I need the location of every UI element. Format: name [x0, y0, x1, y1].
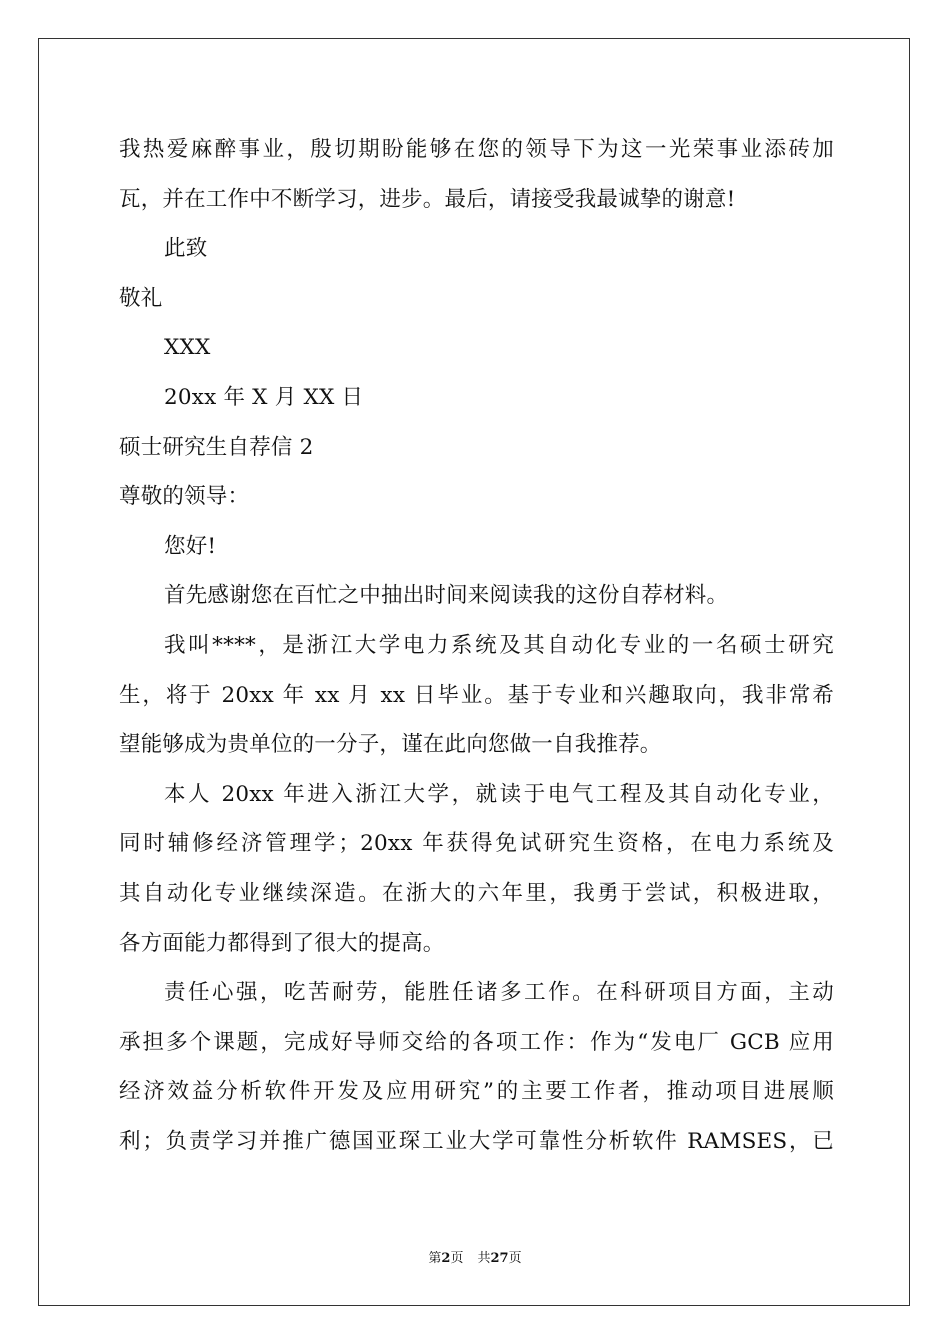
paragraph-line: 责任心强，吃苦耐劳，能胜任诸多工作。在科研项目方面，主动	[164, 980, 834, 1006]
page-footer	[0, 1247, 950, 1266]
signature-date: 20xx 年 X 月 XX 日	[164, 384, 364, 410]
paragraph-line: 承担多个课题，完成好导师交给的各项工作：作为“发电厂 GCB 应用	[119, 1029, 834, 1055]
paragraph-line: 我叫****，是浙江大学电力系统及其自动化专业的一名硕士研究	[164, 632, 834, 658]
salutation: 尊敬的领导：	[119, 484, 250, 510]
paragraph-line: 生，将于 20xx 年 xx 月 xx 日毕业。基于专业和兴趣取向，我非常希	[119, 682, 834, 708]
letter-title: 硕士研究生自荐信 2	[119, 434, 314, 460]
page-suffix: 页	[450, 1251, 464, 1266]
greeting: 您好!	[164, 533, 217, 559]
paragraph-line: 其自动化专业继续深造。在浙大的六年里，我勇于尝试，积极进取，	[119, 880, 834, 906]
paragraph-line: 我热爱麻醉事业，殷切期盼能够在您的领导下为这一光荣事业添砖加	[119, 137, 834, 162]
total-suffix: 页	[508, 1251, 522, 1266]
paragraph-line: 本人 20xx 年进入浙江大学，就读于电气工程及其自动化专业，	[164, 781, 834, 807]
closing-salute: 敬礼	[119, 285, 163, 311]
paragraph-line: 各方面能力都得到了很大的提高。	[119, 930, 445, 956]
page-number: 2	[441, 1251, 451, 1266]
paragraph-line: 利；负责学习并推广德国亚琛工业大学可靠性分析软件 RAMSES，已	[119, 1128, 834, 1154]
document-body	[119, 125, 834, 1166]
paragraph-line: 同时辅修经济管理学；20xx 年获得免试研究生资格，在电力系统及	[119, 831, 834, 857]
paragraph-line: 瓦，并在工作中不断学习，进步。最后，请接受我最诚挚的谢意!	[119, 186, 736, 212]
closing-phrase: 此致	[164, 236, 208, 262]
paragraph-line: 望能够成为贵单位的一分子，谨在此向您做一自我推荐。	[119, 732, 662, 758]
paragraph-line: 经济效益分析软件开发及应用研究”的主要工作者，推动项目进展顺	[119, 1079, 834, 1105]
total-pages: 27	[490, 1251, 509, 1266]
paragraph-line: 首先感谢您在百忙之中抽出时间来阅读我的这份自荐材料。	[164, 583, 729, 609]
total-prefix: 共	[477, 1251, 491, 1266]
page-prefix: 第	[428, 1251, 442, 1266]
signature-name: XXX	[164, 335, 211, 361]
